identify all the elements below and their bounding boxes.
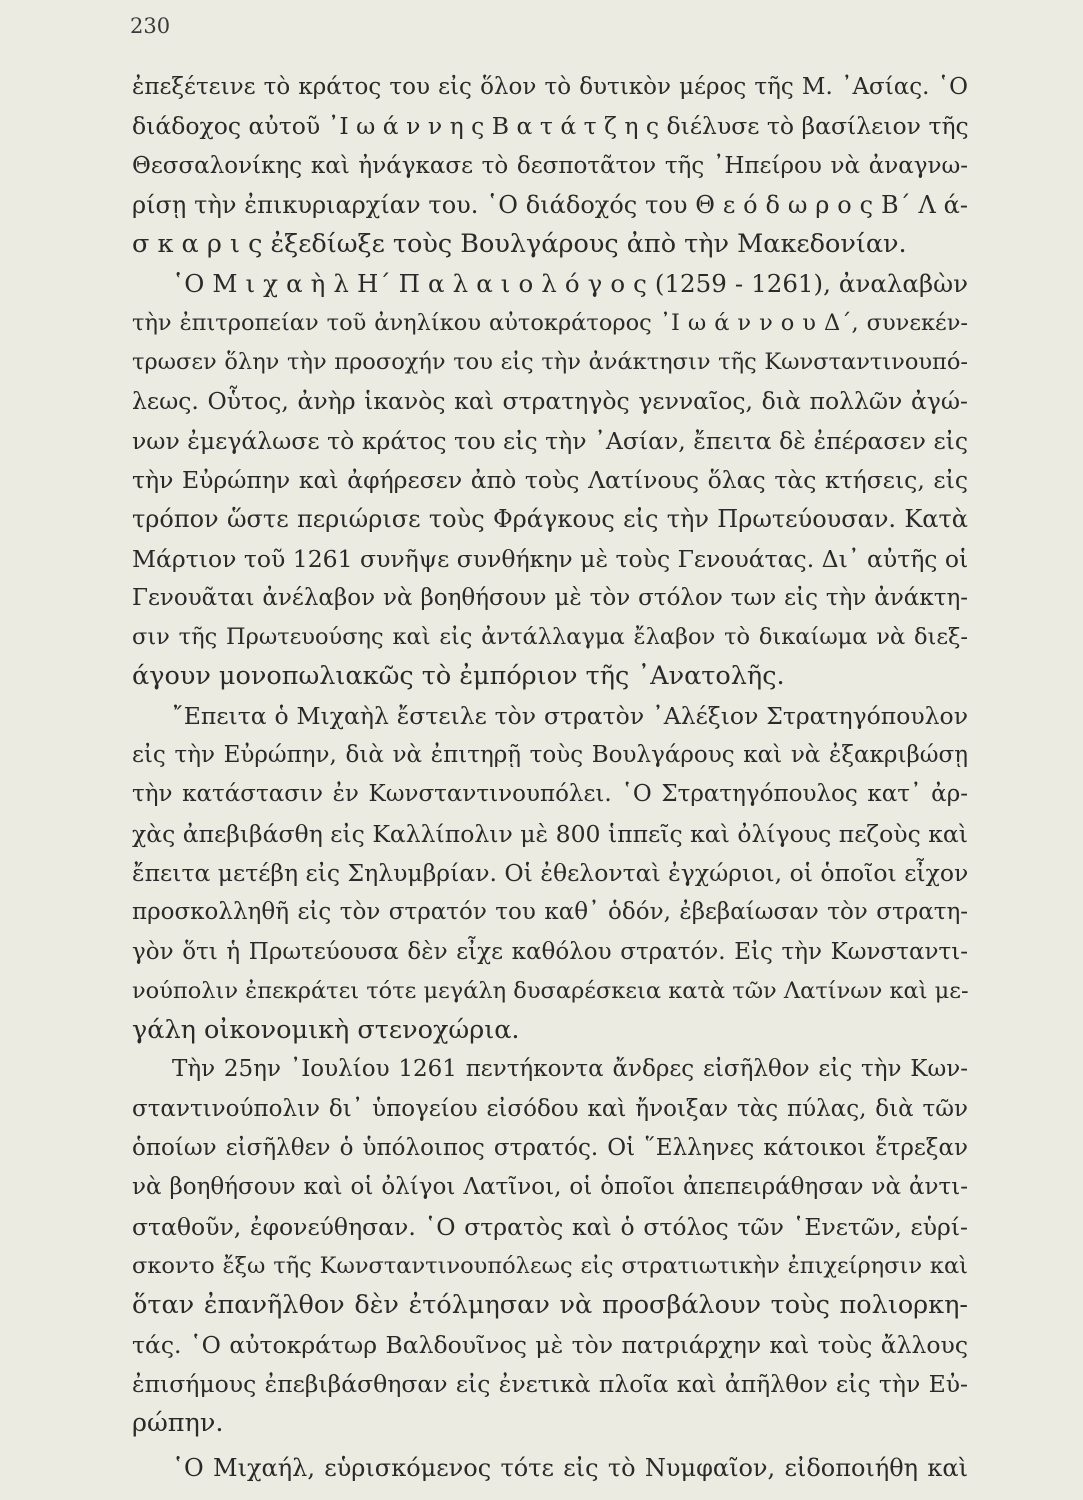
page-number: 230 [130,14,171,38]
text-line: ῎Επειτα ὁ Μιχαὴλ ἔστειλε τὸν στρατὸν ᾿Αλέξιον Στρατηγόπουλον [172,701,968,730]
text-line: τρόπον ὥστε περιώρισε τοὺς Φράγκους εἰς τὴν Πρωτεύουσαν. Κατὰ [132,505,968,534]
text-line: προσκολληθῆ εἰς τὸν στρατόν του καθ᾿ ὁδόν, ἐβεβαίωσαν τὸν στρατη- [132,899,968,926]
text-line: νων ἐμεγάλωσε τὸ κράτος του εἰς τὴν ᾿Ασίαν, ἔπειτα δὲ ἐπέρασεν εἰς [132,426,968,455]
text-line: χὰς ἀπεβιβάσθη εἰς Καλλίπολιν μὲ 800 ἱππεῖς καὶ ὀλίγους πεζοὺς καὶ [132,819,968,848]
text-line: σταντινούπολιν δι᾿ ὑπογείου εἰσόδου καὶ ἤνοιξαν τὰς πύλας, διὰ τῶν [132,1095,968,1122]
text-line: ἐπεξέτεινε τὸ κράτος του εἰς ὅλον τὸ δυτικὸν μέρος τῆς Μ. ᾿Ασίας. ῾Ο [132,74,968,100]
text-line: τάς. ῾Ο αὐτοκράτωρ Βαλδουῖνος μὲ τὸν πατριάρχην καὶ τοὺς ἄλλους [132,1330,968,1359]
text-line: τρωσεν ὅλην τὴν προσοχήν του εἰς τὴν ἀνάκτησιν τῆς Κωνσταντινουπό- [132,349,968,376]
text-line: λεως. Οὗτος, ἀνὴρ ἱκανὸς καὶ στρατηγὸς γενναῖος, διὰ πολλῶν ἀγώ- [132,387,968,416]
text-line: ρίσῃ τὴν ἐπικυριαρχίαν του. ῾Ο διάδοχός του Θ ε ό δ ω ρ ο ς Β΄ Λ ά- [132,190,968,219]
body-text [132,68,968,1489]
text-line: τὴν κατάστασιν ἐν Κωνσταντινουπόλει. ῾Ο Στρατηγόπουλος κατ᾿ ἀρ- [132,781,968,808]
text-line: Τὴν 25ην ᾿Ιουλίου 1261 πεντήκοντα ἄνδρες εἰσῆλθον εἰς τὴν Κων- [172,1056,968,1083]
text-line: ῾Ο Μιχαήλ, εὑρισκόμενος τότε εἰς τὸ Νυμφαῖον, εἰδοποιήθη καὶ [172,1454,968,1483]
text-line: ἔπειτα μετέβη εἰς Σηλυμβρίαν. Οἱ ἐθελονταὶ ἐγχώριοι, οἱ ὁποῖοι εἶχον [132,858,969,887]
text-line: Θεσσαλονίκης καὶ ἠνάγκασε τὸ δεσποτᾶτον τῆς ᾿Ηπείρου νὰ ἀναγνω- [132,152,968,179]
text-line: σιν τῆς Πρωτευούσης καὶ εἰς ἀντάλλαγμα ἔλαβον τὸ δικαίωμα νὰ διεξ- [132,624,968,651]
text-line: εἰς τὴν Εὐρώπην, διὰ νὰ ἐπιτηρῇ τοὺς Βουλγάρους καὶ νὰ ἐξακριβώσῃ [132,742,968,769]
text-line: άγουν μονοπωλιακῶς τὸ ἐμπόριον τῆς ᾿Ανατολῆς. [132,661,785,692]
text-line: ἐπισήμους ἐπεβιβάσθησαν εἰς ἐνετικὰ πλοῖα καὶ ἀπῆλθον εἰς τὴν Εὐ- [132,1369,968,1398]
text-line: σκοντο ἔξω τῆς Κωνσταντινουπόλεως εἰς στρατιωτικὴν ἐπιχείρησιν καὶ [132,1252,968,1279]
text-line: ρώπην. [132,1408,224,1439]
text-line: Γενουᾶται ἀνέλαβον νὰ βοηθήσουν μὲ τὸν στόλον των εἰς τὴν ἀνάκτη- [132,584,968,611]
text-line: γάλη οἰκονομικὴ στενοχώρια. [132,1015,520,1046]
text-line: ὅταν ἐπανῆλθον δὲν ἐτόλμησαν νὰ προσβάλουν τοὺς πολιορκη- [132,1290,968,1321]
text-line: ὁποίων εἰσῆλθεν ὁ ὑπόλοιπος στρατός. Οἱ ῞Ελληνες κάτοικοι ἔτρεξαν [132,1135,968,1162]
text-line: τὴν ἐπιτροπείαν τοῦ ἀνηλίκου αὐτοκράτορος ᾿Ι ω ά ν ν ο υ Δ΄, συνεκέν- [132,309,968,336]
text-line: νὰ βοηθήσουν καὶ οἱ ὀλίγοι Λατῖνοι, οἱ ὁποῖοι ἀπεπειράθησαν νὰ ἀντι- [132,1174,968,1201]
text-line: ῾Ο Μ ι χ α ὴ λ Η΄ Π α λ α ι ο λ ό γ ο ς (1259 - 1261), ἀναλαβὼν [172,269,968,299]
text-line: νούπολιν ἐπεκράτει τότε μεγάλη δυσαρέσκεια κατὰ τῶν Λατίνων καὶ με- [132,977,969,1004]
text-line: σ κ α ρ ι ς ἐξεδίωξε τοὺς Βουλγάρους ἀπὸ τὴν Μακεδονίαν. [132,229,907,260]
text-line: διάδοχος αὐτοῦ ᾿Ι ω ά ν ν η ς Β α τ ά τ ζ η ς διέλυσε τὸ βασίλειον τῆς [132,112,969,141]
text-line: γὸν ὅτι ἡ Πρωτεύουσα δὲν εἶχε καθόλου στρατόν. Εἰς τὴν Κωνσταντι- [132,938,968,965]
text-line: σταθοῦν, ἐφονεύθησαν. ῾Ο στρατὸς καὶ ὁ στόλος τῶν ῾Ενετῶν, εὑρί- [132,1212,968,1241]
text-line: τὴν Εὐρώπην καὶ ἀφήρεσεν ἀπὸ τοὺς Λατίνους ὅλας τὰς κτήσεις, εἰς [132,465,968,494]
text-line: Μάρτιον τοῦ 1261 συνῆψε συνθήκην μὲ τοὺς Γενουάτας. Δι᾿ αὐτῆς οἱ [132,544,969,573]
